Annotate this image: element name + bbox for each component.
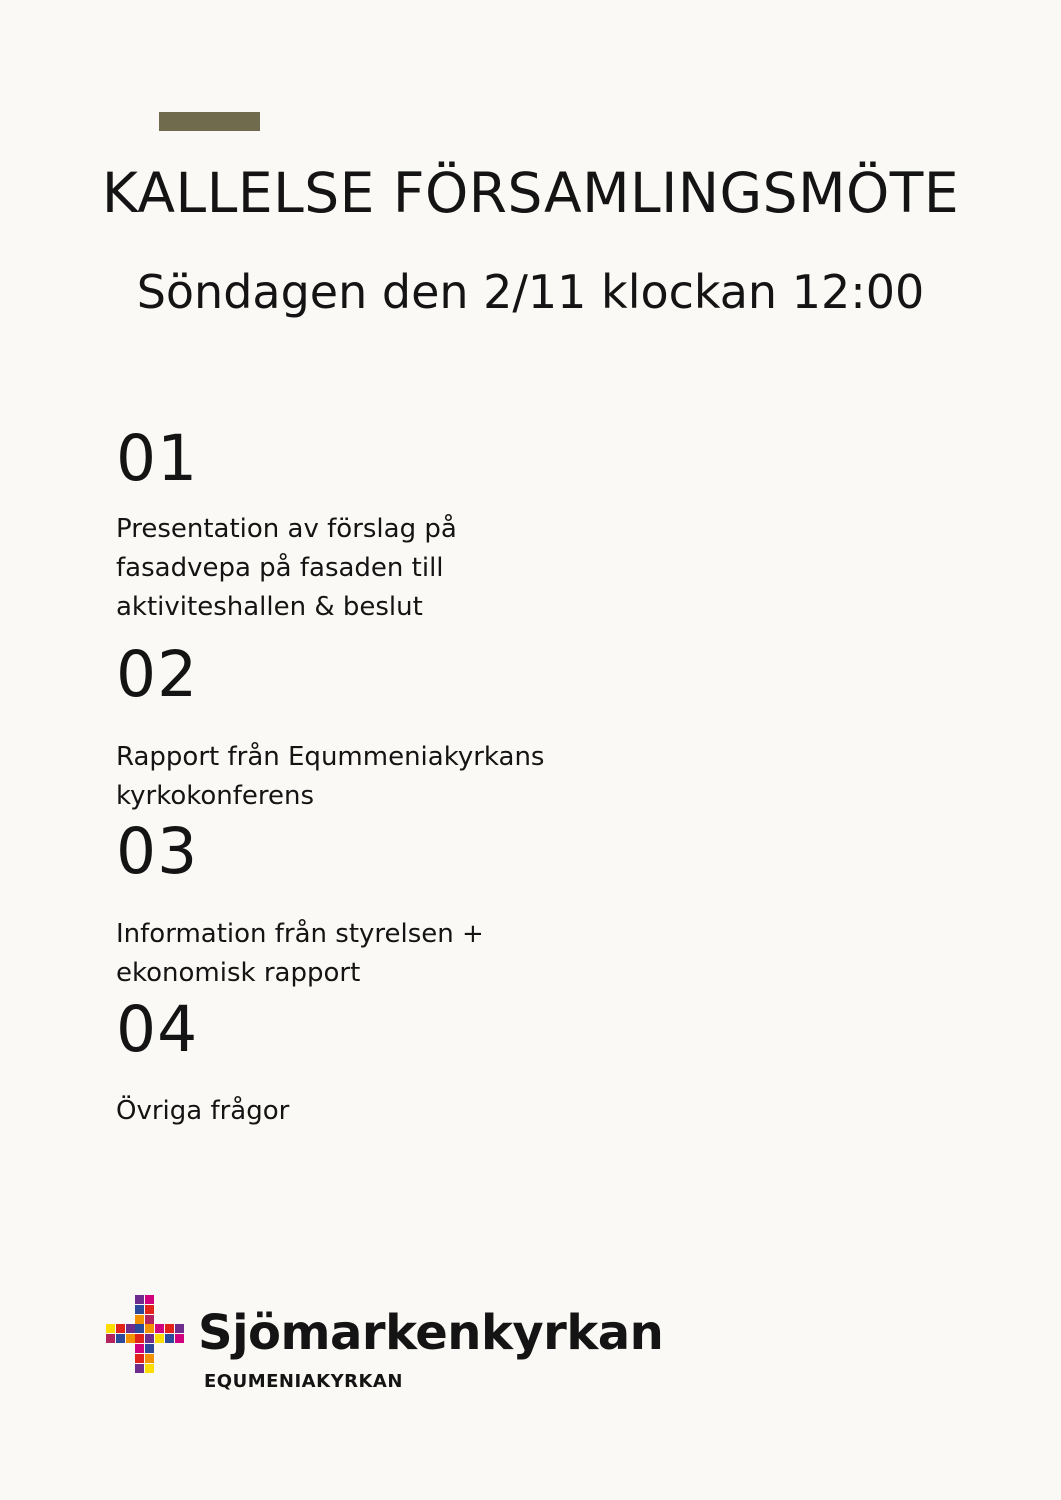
- agenda-item-text: Övriga frågor: [116, 1096, 290, 1126]
- agenda-item-2: [116, 640, 636, 816]
- church-logo: [106, 1295, 706, 1395]
- agenda-item-number: 04: [116, 993, 199, 1066]
- logo-name: Sjömarkenkyrkan: [198, 1305, 664, 1361]
- agenda-item-4: [116, 995, 636, 1131]
- agenda-item-number: 03: [116, 815, 199, 888]
- agenda-item-1: [116, 424, 636, 627]
- agenda-item-text: Presentation av förslag på fasadvepa på fasaden till aktiviteshallen & beslut: [116, 514, 457, 622]
- page-title: KALLELSE FÖRSAMLINGSMÖTE: [101, 161, 960, 225]
- cross-mosaic-icon: [106, 1295, 184, 1373]
- agenda-item-number: 02: [116, 638, 199, 711]
- meeting-date: Söndagen den 2/11 klockan 12:00: [136, 265, 925, 319]
- agenda-item-text: Information från styrelsen + ekonomisk rapport: [116, 919, 484, 988]
- agenda-item-3: [116, 817, 636, 993]
- agenda-item-number: 01: [116, 422, 199, 495]
- accent-bar: [159, 112, 260, 131]
- logo-subtitle: EQUMENIAKYRKAN: [204, 1371, 403, 1392]
- agenda-item-text: Rapport från Eqummeniakyrkans kyrkokonferens: [116, 742, 545, 811]
